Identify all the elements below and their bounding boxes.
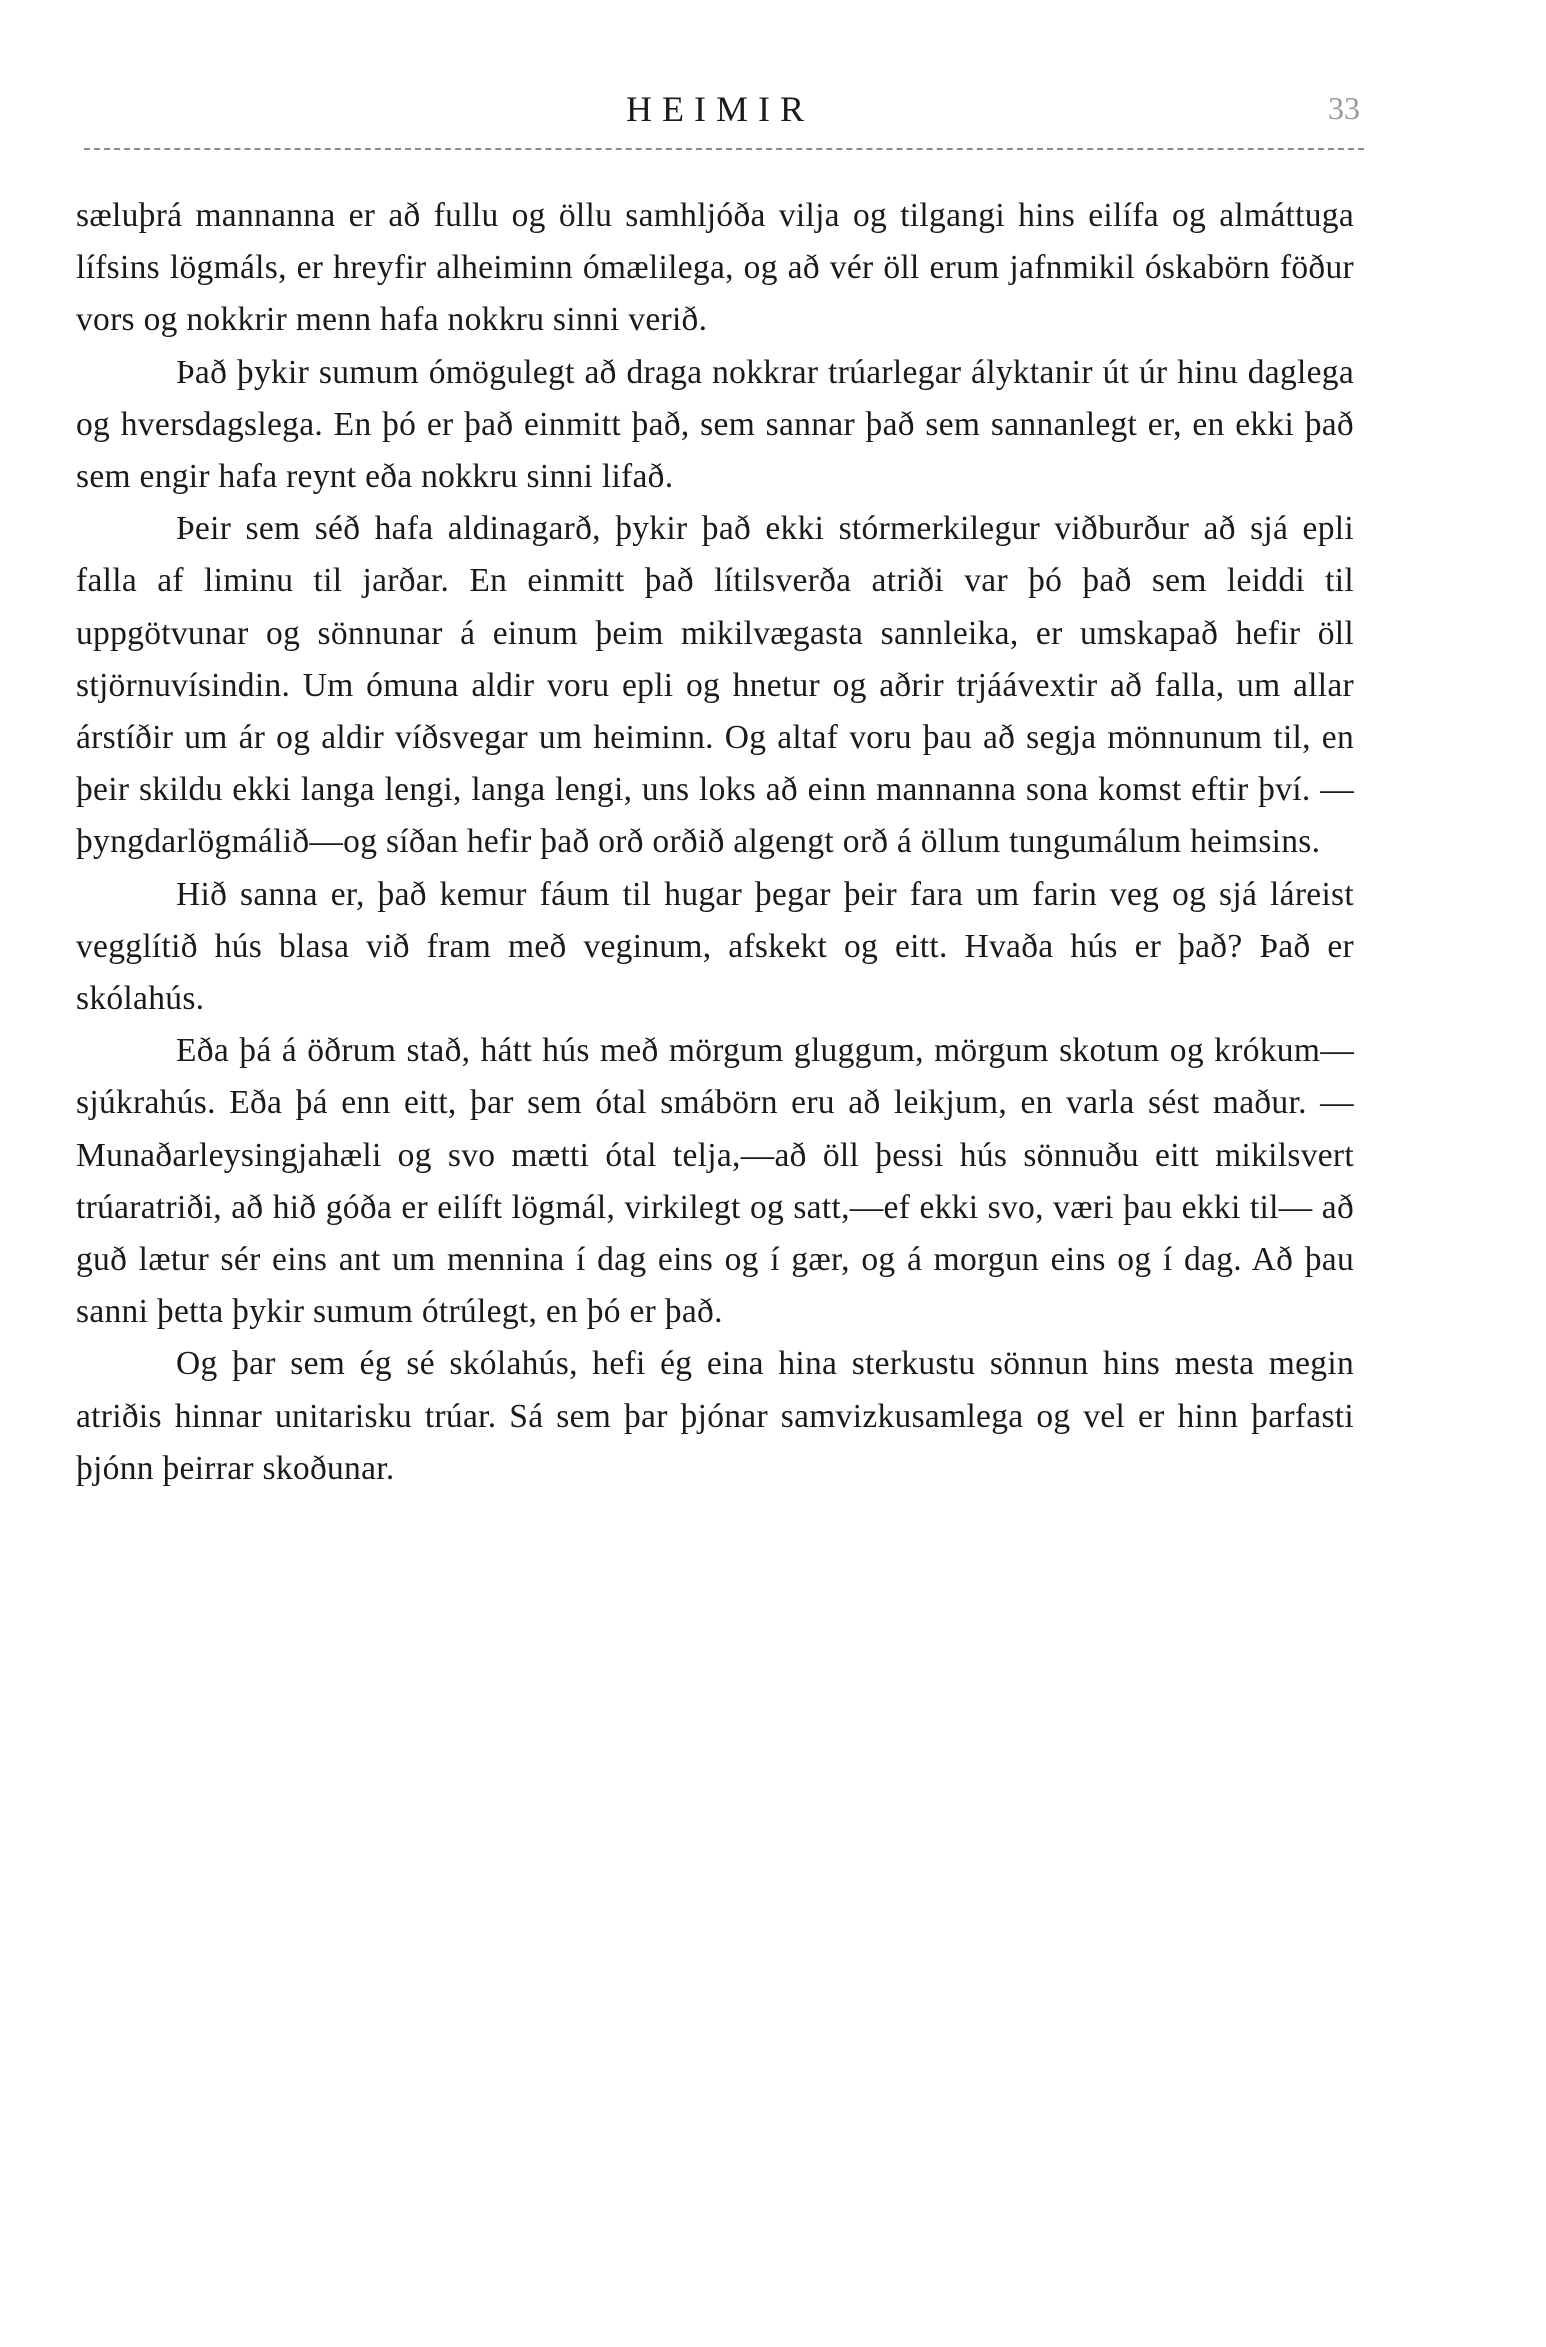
- page-header: [80, 88, 1360, 148]
- paragraph: Þeir sem séð hafa aldinagarð, þykir það ekki stórmerkilegur viðburður að sjá epli falla af liminu til jarðar. En einmitt það lítilsverða atriði var þó það sem leiddi til uppgötvunar og sönnunar á einum þeim mikilvægasta sannleika, er umskapað hefir öll stjörnuvísindin. Um ómuna aldir voru epli og hnetur og aðrir trjáávextir að falla, um allar árstíðir um ár og aldir víðsvegar um heiminn. Og altaf voru þau að segja mönnunum til, en þeir skildu ekki langa lengi, langa lengi, uns loks að einn mannanna sona komst eftir því. —þyngdarlögmálið—og síðan hefir það orð orðið algengt orð á öllum tungumálum heimsins.: [76, 510, 1354, 861]
- paragraph: Og þar sem ég sé skólahús, hefi ég eina hina sterkustu sönnun hins mesta megin atriðis hinnar unitarisku trúar. Sá sem þar þjónar samvizkusamlega og vel er hinn þarfasti þjónn þeirrar skoðunar.: [76, 1345, 1354, 1487]
- running-title: HEIMIR: [626, 89, 814, 129]
- header-rule: [84, 148, 1364, 150]
- body-text: [76, 190, 1354, 1495]
- page-number: 33: [1328, 90, 1360, 126]
- paragraph: Það þykir sumum ómögulegt að draga nokkrar trúarlegar ályktanir út úr hinu daglega og hversdagslega. En þó er það einmitt það, sem sannar það sem sannanlegt er, en ekki það sem engir hafa reynt eða nokkru sinni lifað.: [76, 353, 1354, 496]
- paragraph: sæluþrá mannanna er að fullu og öllu samhljóða vilja og tilgangi hins eilífa og almáttuga lífsins lögmáls, er hreyfir alheiminn ómælilega, og að vér öll erum jafnmikil óskabörn föður vors og nokkrir menn hafa nokkru sinni verið.: [76, 197, 1354, 339]
- paragraph: Hið sanna er, það kemur fáum til hugar þegar þeir fara um farin veg og sjá láreist vegglítið hús blasa við fram með veginum, afskekt og eitt. Hvaða hús er það? Það er skólahús.: [76, 875, 1354, 1018]
- paragraph: Eða þá á öðrum stað, hátt hús með mörgum gluggum, mörgum skotum og krókum—sjúkrahús. Eða þá enn eitt, þar sem ótal smábörn eru að leikjum, en varla sést maður. —Munaðarleysingjahæli og svo mætti ótal telja,—að öll þessi hús sönnuðu eitt mikilsvert trúaratriði, að hið góða er eilíft lögmál, virkilegt og satt,—ef ekki svo, væri þau ekki til— að guð lætur sér eins ant um mennina í dag eins og í gær, og á morgun eins og í dag. Að þau sanni þetta þykir sumum ótrúlegt, en þó er það.: [76, 1032, 1354, 1331]
